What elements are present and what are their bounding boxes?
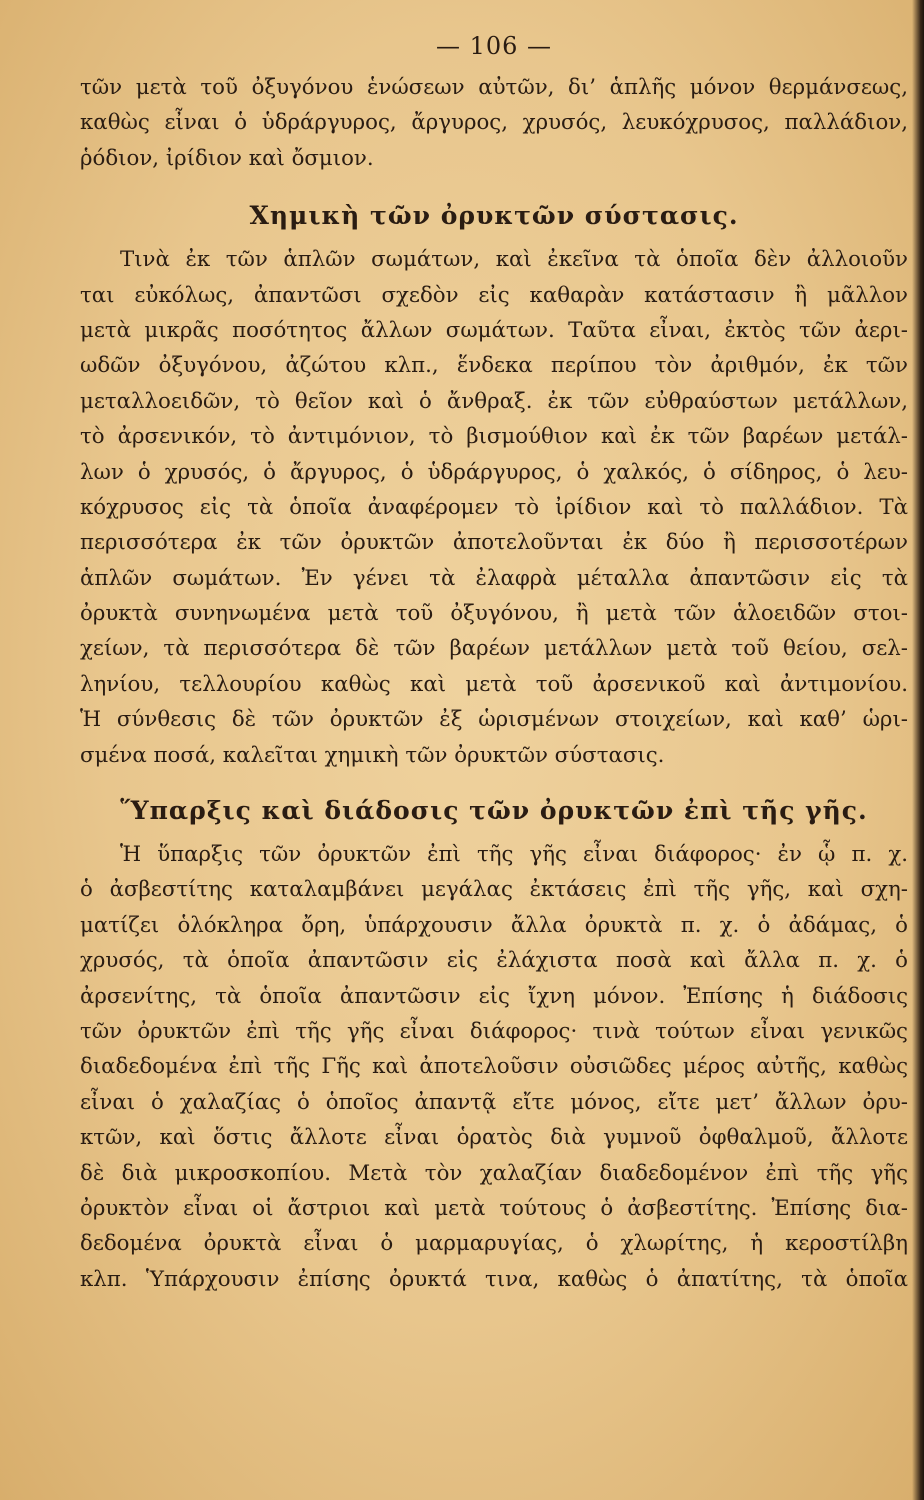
paragraph-occurrence — [80, 837, 908, 1297]
section-heading-occurrence: Ὕπαρξις καὶ διάδοσις τῶν ὀρυκτῶν ἐπὶ τῆς γῆς. — [120, 796, 868, 826]
text-line: ὀρυκτὰ συνηνωμένα μετὰ τοῦ ὀξυγόνου, ἢ μετὰ τῶν ἁλοειδῶν στοι- — [80, 601, 908, 627]
text-line: ἁπλῶν σωμάτων. Ἐν γένει τὰ ἐλαφρὰ μέταλλα ἀπαντῶσιν εἰς τὰ — [80, 565, 908, 591]
text-line: ματίζει ὁλόκληρα ὄρη, ὑπάρχουσιν ἄλλα ὀρυκτὰ π. χ. ὁ ἀδάμας, ὁ — [80, 912, 908, 938]
text-line: ωδῶν ὀξυγόνου, ἀζώτου κλπ., ἕνδεκα περίπου τὸν ἀριθμόν, ἐκ τῶν — [80, 353, 908, 379]
text-line: διαδεδομένα ἐπὶ τῆς Γῆς καὶ ἀποτελοῦσιν οὐσιῶδες μέρος αὐτῆς, καθὼς — [80, 1054, 908, 1080]
text-line: ἀρσενίτης, τὰ ὁποῖα ἀπαντῶσιν εἰς ἴχνη μόνον. Ἐπίσης ἡ διάδοσις — [80, 983, 908, 1009]
text-line: ται εὐκόλως, ἀπαντῶσι σχεδὸν εἰς καθαρὰν κατάστασιν ἢ μᾶλλον — [80, 282, 908, 308]
text-line: μεταλλοειδῶν, τὸ θεῖον καὶ ὁ ἄνθραξ. ἐκ τῶν εὐθραύστων μετάλλων, — [80, 388, 908, 414]
text-line: Ἡ σύνθεσις δὲ τῶν ὀρυκτῶν ἐξ ὡρισμένων στοιχείων, καὶ καθ’ ὡρι- — [80, 707, 908, 733]
text-line: τῶν μετὰ τοῦ ὀξυγόνου ἑνώσεων αὐτῶν, δι’ ἁπλῆς μόνον θερμάνσεως, — [80, 75, 908, 100]
page-number: — 106 — — [435, 32, 553, 60]
text-line: σμένα ποσά, καλεῖται χημικὴ τῶν ὀρυκτῶν σύστασις. — [80, 742, 665, 768]
text-line: χείων, τὰ περισσότερα δὲ τῶν βαρέων μετάλλων μετὰ τοῦ θείου, σελ- — [80, 636, 908, 662]
text-line: τὸ ἀρσενικόν, τὸ ἀντιμόνιον, τὸ βισμούθιον καὶ ἐκ τῶν βαρέων μετάλ- — [80, 424, 908, 450]
text-line: κόχρυσος εἰς τὰ ὁποῖα ἀναφέρομεν τὸ ἰρίδιον καὶ τὸ παλλάδιον. Τὰ — [80, 494, 908, 520]
paragraph-chemical-composition — [80, 242, 908, 773]
text-line: μετὰ μικρᾶς ποσότητος ἄλλων σωμάτων. Ταῦτα εἶναι, ἐκτὸς τῶν ἀερι- — [80, 317, 908, 343]
text-line: ὀρυκτὸν εἶναι οἱ ἄστριοι καὶ μετὰ τούτους ὁ ἀσβεστίτης. Ἐπίσης δια- — [80, 1195, 908, 1221]
text-line: περισσότερα ἐκ τῶν ὀρυκτῶν ἀποτελοῦνται ἐκ δύο ἢ περισσοτέρων — [80, 530, 908, 556]
text-line: Ἡ ὕπαρξις τῶν ὀρυκτῶν ἐπὶ τῆς γῆς εἶναι διάφορος· ἐν ᾧ π. χ. — [120, 842, 908, 868]
text-line: λων ὁ χρυσός, ὁ ἄργυρος, ὁ ὑδράργυρος, ὁ χαλκός, ὁ σίδηρος, ὁ λευ- — [80, 459, 908, 485]
text-line: κτῶν, καὶ ὅστις ἄλλοτε εἶναι ὁρατὸς διὰ γυμνοῦ ὀφθαλμοῦ, ἄλλοτε — [80, 1125, 908, 1151]
section-heading-chemical-composition: Χημικὴ τῶν ὀρυκτῶν σύστασις. — [249, 201, 739, 231]
text-line: ῥόδιον, ἰρίδιον καὶ ὄσμιον. — [80, 145, 374, 171]
text-line: δεδομένα ὀρυκτὰ εἶναι ὁ μαρμαρυγίας, ὁ χλωρίτης, ἡ κεροστίλβη — [80, 1231, 908, 1257]
text-line: Τινὰ ἐκ τῶν ἁπλῶν σωμάτων, καὶ ἐκεῖνα τὰ ὁποῖα δὲν ἀλλοιοῦν — [120, 247, 908, 273]
text-line: εἶναι ὁ χαλαζίας ὁ ὁποῖος ἀπαντᾷ εἴτε μόνος, εἴτε μετ’ ἄλλων ὀρυ- — [80, 1089, 908, 1115]
text-line: τῶν ὀρυκτῶν ἐπὶ τῆς γῆς εἶναι διάφορος· τινὰ τούτων εἶναι γενικῶς — [80, 1018, 908, 1044]
text-line: δὲ διὰ μικροσκοπίου. Μετὰ τὸν χαλαζίαν διαδεδομένον ἐπὶ τῆς γῆς — [80, 1160, 908, 1186]
text-line: ὁ ἀσβεστίτης καταλαμβάνει μεγάλας ἐκτάσεις ἐπὶ τῆς γῆς, καὶ σχη- — [80, 877, 908, 903]
text-line: καθὼς εἶναι ὁ ὑδράργυρος, ἄργυρος, χρυσός, λευκόχρυσος, παλλάδιον, — [80, 110, 908, 136]
text-line: κλπ. Ὑπάρχουσιν ἐπίσης ὀρυκτά τινα, καθὼς ὁ ἀπατίτης, τὰ ὁποῖα — [80, 1266, 908, 1292]
paragraph-intro — [80, 70, 908, 176]
text-line: ληνίου, τελλουρίου καθὼς καὶ μετὰ τοῦ ἀρσενικοῦ καὶ ἀντιμονίου. — [80, 671, 908, 697]
text-line: χρυσός, τὰ ὁποῖα ἀπαντῶσιν εἰς ἐλάχιστα ποσὰ καὶ ἄλλα π. χ. ὁ — [80, 948, 908, 974]
